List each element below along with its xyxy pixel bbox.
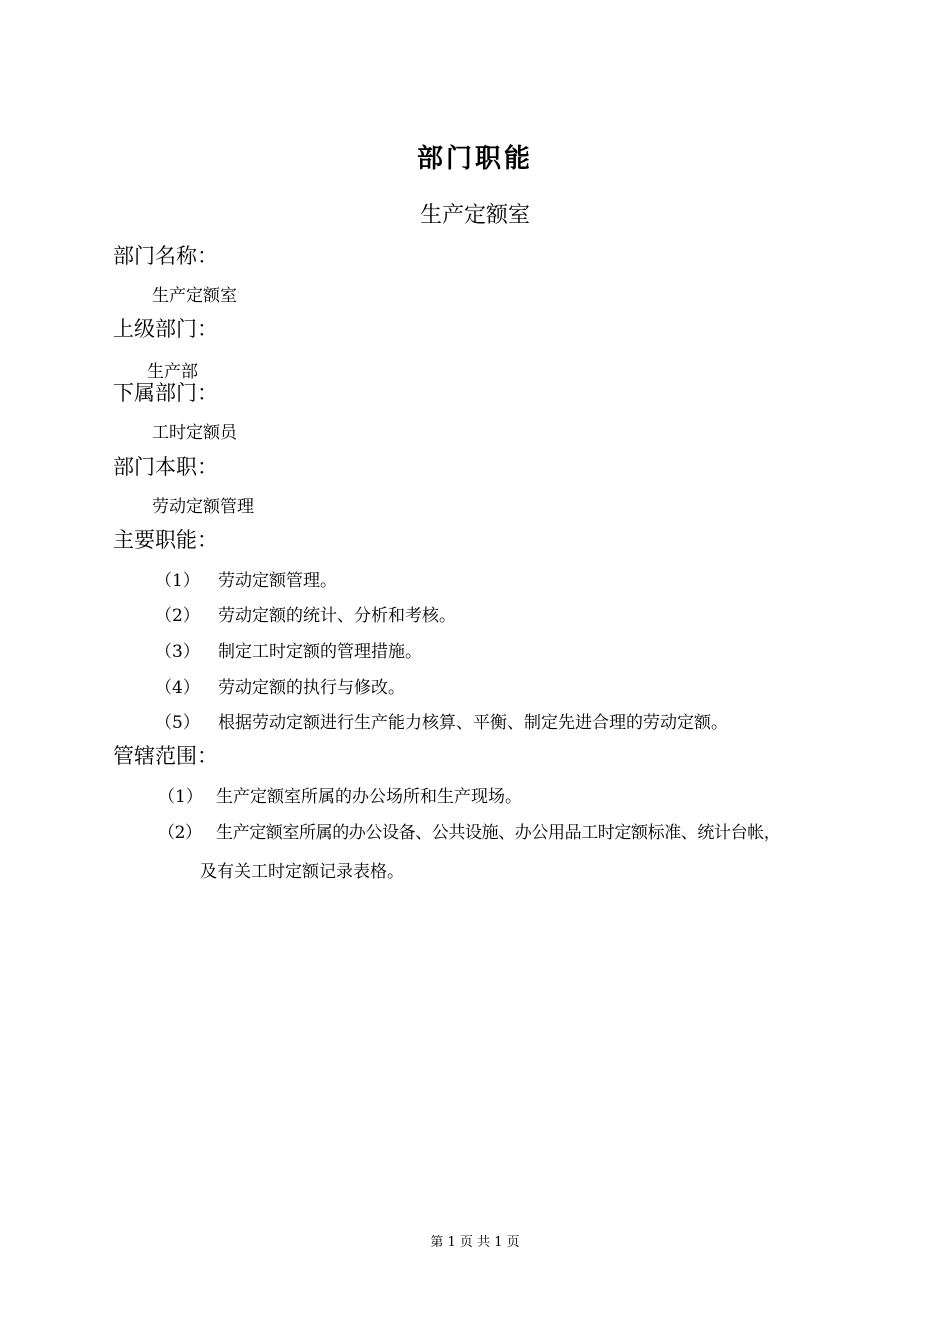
scope-item-text: 生产定额室所属的办公设备、公共设施、办公用品工时定额标准、统计台帐， <box>216 823 781 843</box>
function-item <box>155 708 728 733</box>
value-superior: 生产部 <box>147 362 198 382</box>
scope-item-number: （2） <box>158 823 202 843</box>
page-subtitle: 生产定额室 <box>419 203 530 228</box>
heading-duty: 部门本职： <box>113 455 218 479</box>
function-item-number: （5） <box>155 713 200 733</box>
function-item-text: 根据劳动定额进行生产能力核算、平衡、制定先进合理的劳动定额。 <box>218 713 728 733</box>
function-item-number: （4） <box>155 678 200 698</box>
heading-dept-name: 部门名称： <box>113 244 218 268</box>
scope-item-text: 生产定额室所属的办公场所和生产现场。 <box>216 787 522 807</box>
heading-subordinate: 下属部门： <box>113 381 218 405</box>
function-item-text: 劳动定额管理。 <box>218 571 337 591</box>
heading-functions: 主要职能： <box>113 528 218 552</box>
value-subordinate: 工时定额员 <box>152 423 237 443</box>
value-duty: 劳动定额管理 <box>152 497 254 517</box>
function-item-number: （2） <box>155 606 200 626</box>
function-item <box>155 601 456 626</box>
page-footer: 第 1 页 共 1 页 <box>430 1235 520 1250</box>
scope-item-continuation: 及有关工时定额记录表格。 <box>200 862 404 882</box>
heading-scope: 管辖范围： <box>113 744 218 768</box>
function-item <box>155 637 422 662</box>
value-dept-name: 生产定额室 <box>152 286 237 306</box>
function-item <box>155 673 405 698</box>
function-item <box>155 566 337 591</box>
function-item-text: 劳动定额的统计、分析和考核。 <box>218 606 456 626</box>
function-item-number: （1） <box>155 571 200 591</box>
function-item-text: 劳动定额的执行与修改。 <box>218 678 405 698</box>
scope-item-number: （1） <box>158 787 203 807</box>
scope-item <box>158 782 522 807</box>
function-item-number: （3） <box>155 642 200 662</box>
scope-item <box>158 818 780 843</box>
heading-superior: 上级部门： <box>113 317 218 341</box>
page-title: 部门职能 <box>416 144 533 174</box>
function-item-text: 制定工时定额的管理措施。 <box>218 642 422 662</box>
